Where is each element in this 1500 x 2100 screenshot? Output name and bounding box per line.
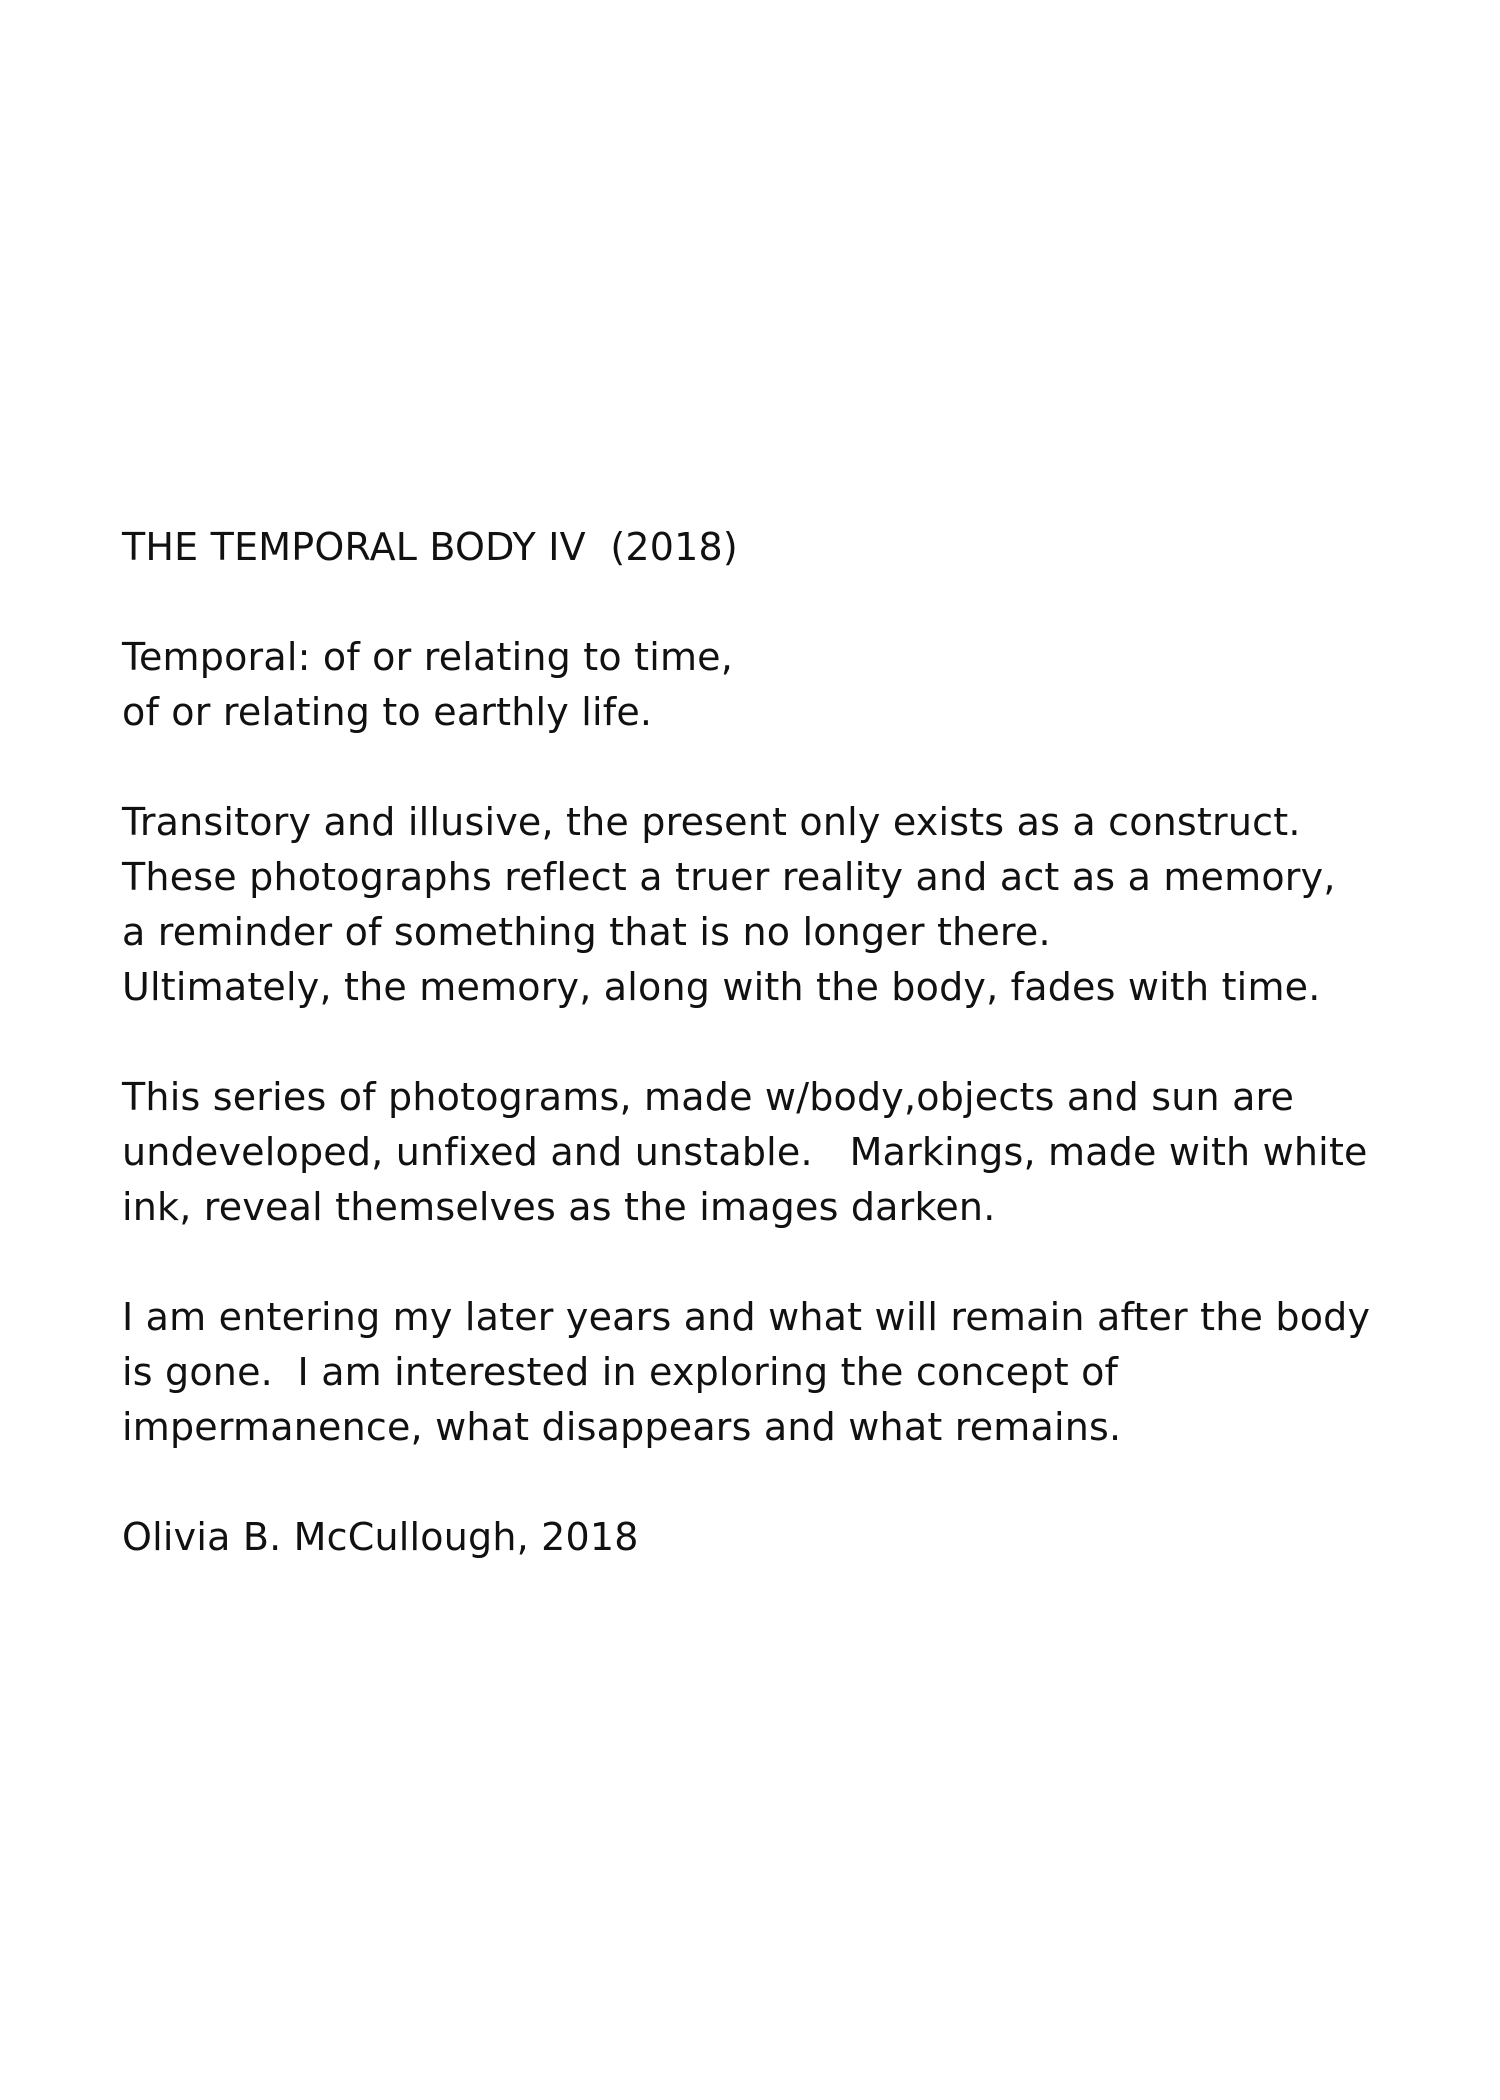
statement-paragraph-2 — [122, 1070, 1492, 1235]
definition-paragraph — [122, 630, 1492, 740]
paragraph-line: a reminder of something that is no longer there. — [122, 910, 1051, 954]
paragraph-line: undeveloped, unfixed and unstable. Markings, made with white — [122, 1130, 1368, 1174]
signature-block — [122, 1510, 1492, 1565]
definition-line: of or relating to earthly life. — [122, 690, 653, 734]
paragraph-line: impermanence, what disappears and what remains. — [122, 1405, 1122, 1449]
paragraph-line: These photographs reflect a truer reality and act as a memory, — [122, 855, 1336, 899]
paragraph-line: I am entering my later years and what will remain after the body — [122, 1295, 1371, 1339]
signature: Olivia B. McCullough, 2018 — [122, 1515, 639, 1559]
paragraph-line: Ultimately, the memory, along with the body, fades with time. — [122, 965, 1321, 1009]
statement-paragraph-1 — [122, 795, 1492, 1015]
paragraph-line: ink, reveal themselves as the images darken. — [122, 1185, 996, 1229]
definition-line: Temporal: of or relating to time, — [122, 635, 734, 679]
paragraph-line: Transitory and illusive, the present only exists as a construct. — [122, 800, 1301, 844]
page-title: THE TEMPORAL BODY IV (2018) — [122, 525, 738, 569]
title-block — [122, 520, 1492, 575]
artist-statement — [122, 520, 1492, 1565]
paragraph-line: is gone. I am interested in exploring the concept of — [122, 1350, 1119, 1394]
paragraph-line: This series of photograms, made w/body,objects and sun are — [122, 1075, 1295, 1119]
statement-paragraph-3 — [122, 1290, 1492, 1455]
